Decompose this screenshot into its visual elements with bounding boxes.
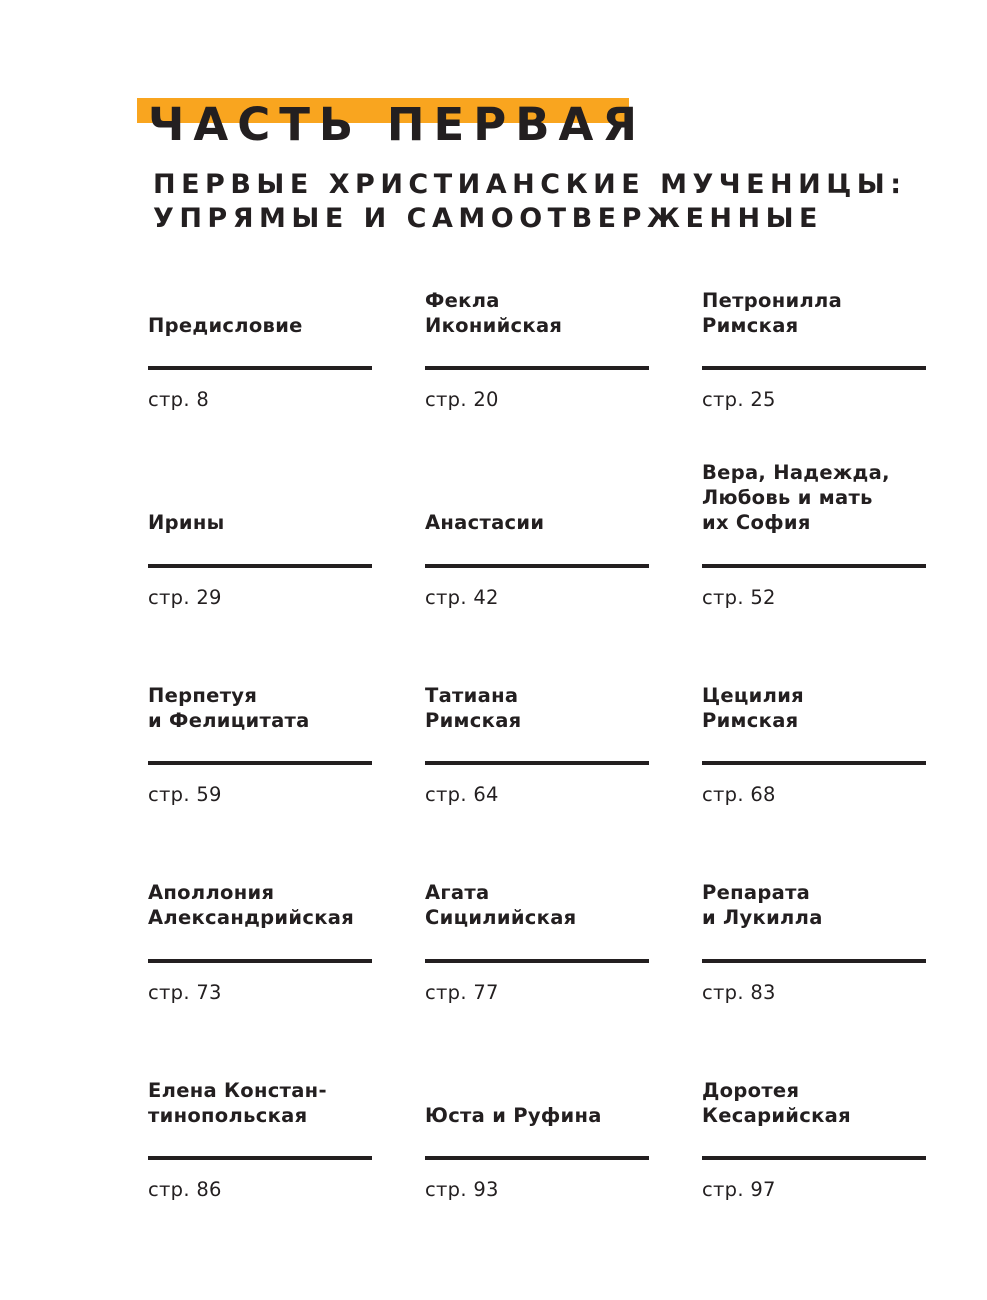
part-title: ЧАСТЬ ПЕРВАЯ [148, 98, 647, 151]
entry-divider [702, 1156, 926, 1160]
entry-title-line: Александрийская [148, 906, 355, 929]
contents-grid [148, 288, 928, 1280]
entry-page-number: стр. 42 [425, 585, 499, 609]
entry-title [425, 683, 649, 733]
entry-page-number: стр. 52 [702, 585, 776, 609]
entry-page-number: стр. 73 [148, 980, 222, 1004]
entry-title-line: Татиана [425, 683, 519, 707]
toc-entry[interactable] [425, 490, 649, 688]
entry-title-line: Кесарийская [702, 1103, 851, 1127]
entry-title-line: тинопольская [148, 1103, 308, 1127]
entry-divider [702, 564, 926, 568]
toc-entry[interactable] [702, 881, 926, 1083]
toc-entry[interactable] [702, 683, 926, 885]
entry-divider [148, 761, 372, 765]
entry-title-line: Перпетуя [148, 683, 258, 707]
entry-title [425, 1103, 649, 1128]
toc-entry[interactable] [425, 683, 649, 885]
entry-divider [425, 1156, 649, 1160]
entry-title [425, 288, 649, 338]
toc-entry[interactable] [702, 1078, 926, 1280]
entry-page-number: стр. 93 [425, 1178, 499, 1201]
toc-entry[interactable] [425, 288, 649, 490]
entry-page-number: стр. 83 [702, 980, 776, 1004]
toc-entry[interactable] [148, 292, 372, 490]
entry-page-number: стр. 97 [702, 1178, 776, 1201]
entry-divider [702, 366, 926, 370]
entry-title [425, 880, 649, 930]
subtitle-line: УПРЯМЫЕ И САМООТВЕРЖЕННЫЕ [153, 203, 823, 234]
entry-title [702, 880, 926, 930]
toc-entry[interactable] [148, 490, 372, 688]
entry-page-number: стр. 25 [702, 388, 776, 411]
entry-title-line: Юста и Руфина [425, 1103, 602, 1127]
entry-divider [702, 959, 926, 963]
entry-title-line: Римская [425, 708, 522, 732]
entry-page-number: стр. 77 [425, 980, 499, 1004]
entry-divider [148, 366, 372, 370]
entry-title-line: Предисловие [148, 313, 303, 337]
entry-divider [425, 959, 649, 963]
toc-entry[interactable] [148, 1078, 372, 1280]
entry-title-line: Анастасии [425, 511, 545, 534]
entry-divider [148, 564, 372, 568]
entry-divider [148, 1156, 372, 1160]
entry-page-number: стр. 8 [148, 388, 210, 411]
entry-title-line: и Лукилла [702, 906, 823, 929]
entry-page-number: стр. 20 [425, 388, 499, 411]
entry-title-line: Римская [702, 708, 799, 732]
entry-divider [425, 761, 649, 765]
toc-entry[interactable] [702, 461, 926, 688]
entry-title-line: Фекла [425, 288, 500, 312]
entry-title-line: Доротея [702, 1078, 800, 1102]
part-subtitle [153, 168, 907, 236]
entry-title-line: Агата [425, 881, 490, 904]
entry-title [425, 510, 649, 535]
entry-title-line: Петронилла [702, 288, 843, 312]
entry-title [702, 1078, 926, 1128]
toc-entry[interactable] [148, 881, 372, 1083]
entry-title-line: Сицилийская [425, 906, 577, 929]
entry-title-line: Любовь и мать [702, 486, 873, 509]
entry-title [148, 1078, 372, 1128]
entry-title [148, 510, 372, 535]
toc-entry[interactable] [425, 1082, 649, 1280]
entry-page-number: стр. 29 [148, 585, 222, 609]
toc-entry[interactable] [148, 683, 372, 885]
toc-entry[interactable] [425, 881, 649, 1083]
entry-title [148, 880, 372, 930]
entry-title-line: Цецилия [702, 683, 804, 707]
entry-page-number: стр. 64 [425, 783, 499, 806]
entry-title-line: Вера, Надежда, [702, 461, 890, 484]
entry-divider [425, 564, 649, 568]
entry-divider [702, 761, 926, 765]
entry-title [148, 313, 372, 338]
entry-page-number: стр. 68 [702, 783, 776, 806]
entry-title-line: Репарата [702, 881, 811, 904]
entry-title-line: Елена Констан- [148, 1078, 327, 1102]
entry-title [702, 683, 926, 733]
entry-title [702, 288, 926, 338]
entry-title-line: Ирины [148, 511, 225, 534]
entry-page-number: стр. 86 [148, 1178, 222, 1201]
entry-title-line: Аполлония [148, 881, 275, 904]
subtitle-line: ПЕРВЫЕ ХРИСТИАНСКИЕ МУЧЕНИЦЫ: [153, 169, 907, 200]
entry-title [702, 460, 926, 535]
entry-title [148, 683, 372, 733]
entry-page-number: стр. 59 [148, 783, 222, 806]
entry-title-line: и Фелицитата [148, 708, 310, 732]
entry-title-line: Иконийская [425, 313, 563, 337]
entry-divider [425, 366, 649, 370]
entry-title-line: Римская [702, 313, 799, 337]
entry-title-line: их София [702, 511, 811, 534]
entry-divider [148, 959, 372, 963]
